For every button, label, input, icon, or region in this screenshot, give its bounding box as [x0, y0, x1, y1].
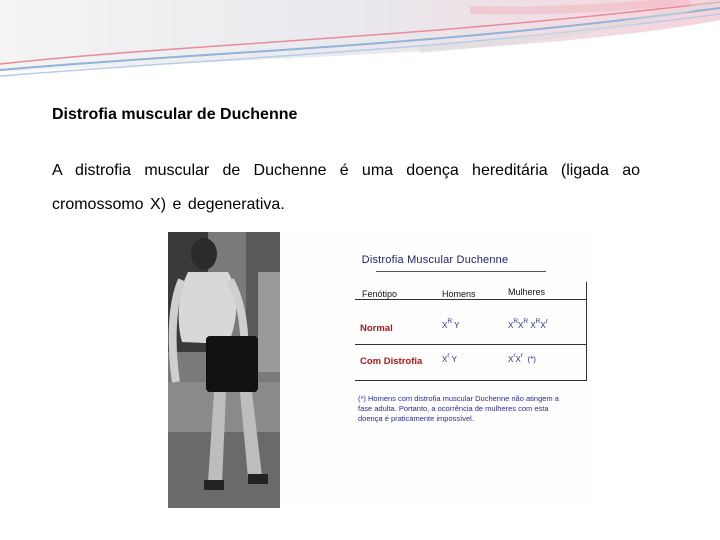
slide-title: Distrofia muscular de Duchenne: [52, 106, 298, 123]
genotype-homens-distrofia: $X^r$ Y: [442, 352, 457, 364]
header-homens: Homens: [442, 289, 476, 299]
header-mulheres: Mulheres: [508, 287, 546, 297]
genotype-mulheres-distrofia: $X^rX^r$ (*): [508, 352, 536, 364]
row-label-normal: Normal: [360, 323, 393, 334]
genotype-homens-normal: $X^R$ Y: [442, 318, 460, 330]
table-header-rule: [355, 299, 587, 300]
table-right-border: [586, 282, 587, 380]
figure-title: Distrofia Muscular Duchenne: [361, 254, 509, 266]
row-label-com-distrofia: Com Distrofia: [360, 356, 423, 367]
table-bottom-rule: [355, 380, 587, 381]
genotype-mulheres-normal: $X^RX^R$ $X^RX^r$: [508, 318, 548, 330]
figure-footnote: (*) Homens com distrofia muscular Duchenne não atingem a fase adulta. Portanto, a ocorrência de mulheres com esta doença é praticamente impossível.: [358, 394, 559, 423]
header-swoosh-decoration: [0, 0, 720, 90]
slide-body-text: A distrofia muscular de Duchenne é uma doença hereditária (ligada ao cromossomo X) e degenerativa.: [52, 162, 640, 213]
header-fenotipo: Fenótipo: [362, 289, 398, 299]
figure-title-underline: [376, 271, 546, 272]
table-row-rule: [355, 344, 587, 345]
patient-photo: [168, 232, 280, 508]
genotype-figure: [280, 232, 590, 508]
